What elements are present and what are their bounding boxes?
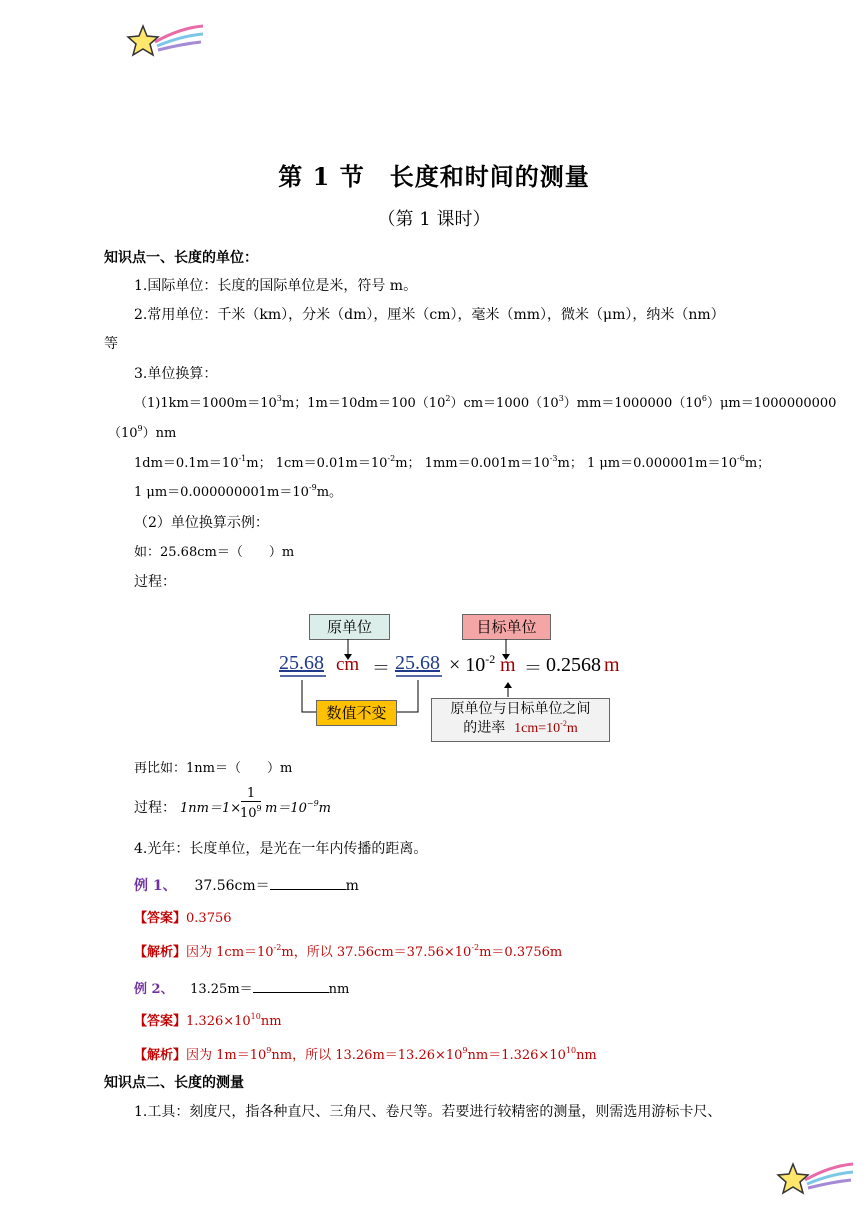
example-1: 例 1、 37.56cm＝ m: [134, 875, 359, 896]
section-heading: 知识点二、长度的测量: [104, 1075, 244, 1091]
section-heading: 知识点一、长度的单位：: [104, 250, 258, 266]
answer-blank[interactable]: [270, 875, 346, 890]
equals-sign: ＝: [372, 658, 390, 678]
analysis-1: 【解析】因为 $1cm=10^{-2}m$，所以 $37.56cm=37.56\times 10^{-2}m=0.3756m$: [134, 943, 563, 960]
page-subtitle: （第 1 课时）: [377, 209, 491, 230]
target-unit: m: [500, 654, 516, 676]
example-2: 例 2、 13.25m＝ nm: [134, 978, 349, 1000]
paragraph: 1.工具：刻度尺，指各种直尺、三角尺、卷尺等。若要进行较精密的测量，则需选用游标卡尺、: [134, 1104, 722, 1120]
conversion-line: $(10^9)nm$: [108, 424, 177, 441]
same-value: 25.68: [395, 652, 440, 674]
ratio-text: 的进率 $1cm=10^{-2}m$: [463, 719, 578, 736]
original-value: 25.68: [279, 652, 324, 674]
paragraph: 如：25.68cm＝（ ）m: [134, 545, 295, 560]
original-unit: cm: [336, 654, 360, 675]
analysis-2: 【解析】因为 $1m=10^9nm$，所以 $13.26m=13.26\times 10^9nm=1.326\times 10^{10}nm$: [134, 1046, 597, 1063]
original-unit-label: 原单位: [309, 614, 390, 640]
equals-sign: ＝: [524, 658, 542, 678]
conversion-ratio-box: [431, 698, 610, 742]
shooting-star-icon: [125, 20, 205, 65]
result-unit: m: [604, 654, 620, 676]
conversion-line: $(1)1km=1000m=10^3m$；$1m=10dm=100(10^2)cm=1000(10^3)mm=1000000(10^6)\mu m=1000000000$: [134, 394, 837, 411]
paragraph: （2）单位换算示例：: [134, 515, 269, 531]
power-expression: × $10^{-2}$: [449, 652, 496, 676]
ratio-text: 原单位与日标单位之间: [450, 701, 591, 717]
page-title: 第 1 节 长度和时间的测量: [278, 162, 590, 191]
paragraph: 3.单位换算：: [134, 366, 218, 382]
paragraph: 2.常用单位：千米（km），分米（dm），厘米（cm），毫米（mm），微米（μm），纳米（nm）: [134, 307, 725, 323]
answer-blank[interactable]: [253, 978, 329, 993]
paragraph: 1.国际单位：长度的国际单位是米，符号 m。: [134, 278, 418, 294]
paragraph: 等: [104, 336, 118, 352]
target-unit-label: 目标单位: [462, 614, 551, 640]
paragraph: 4.光年：长度单位，是光在一年内传播的距离。: [134, 841, 428, 857]
paragraph: 再比如：1nm＝（ ）m: [134, 761, 293, 776]
value-unchanged-label: 数值不变: [316, 700, 397, 726]
answer-1: 【答案】0.3756: [134, 911, 232, 926]
conversion-line: $1dm=0.1m=10^{-1}m$； $1cm=0.01m=10^{-2}m$； $1mm=0.001m=10^{-3}m$； 1 $\mu m=0.000001m=10^{-6}m$；: [134, 454, 771, 471]
conversion-line: 1 $\mu m=0.000000001m=10^{-9}m$。: [134, 483, 343, 500]
shooting-star-icon: [775, 1158, 855, 1203]
result-value: 0.2568: [546, 654, 601, 676]
paragraph: 过程：: [134, 574, 176, 590]
answer-2: 【答案】$1.326\times 10^{10}nm$: [134, 1012, 282, 1029]
conversion-diagram: [270, 610, 650, 745]
